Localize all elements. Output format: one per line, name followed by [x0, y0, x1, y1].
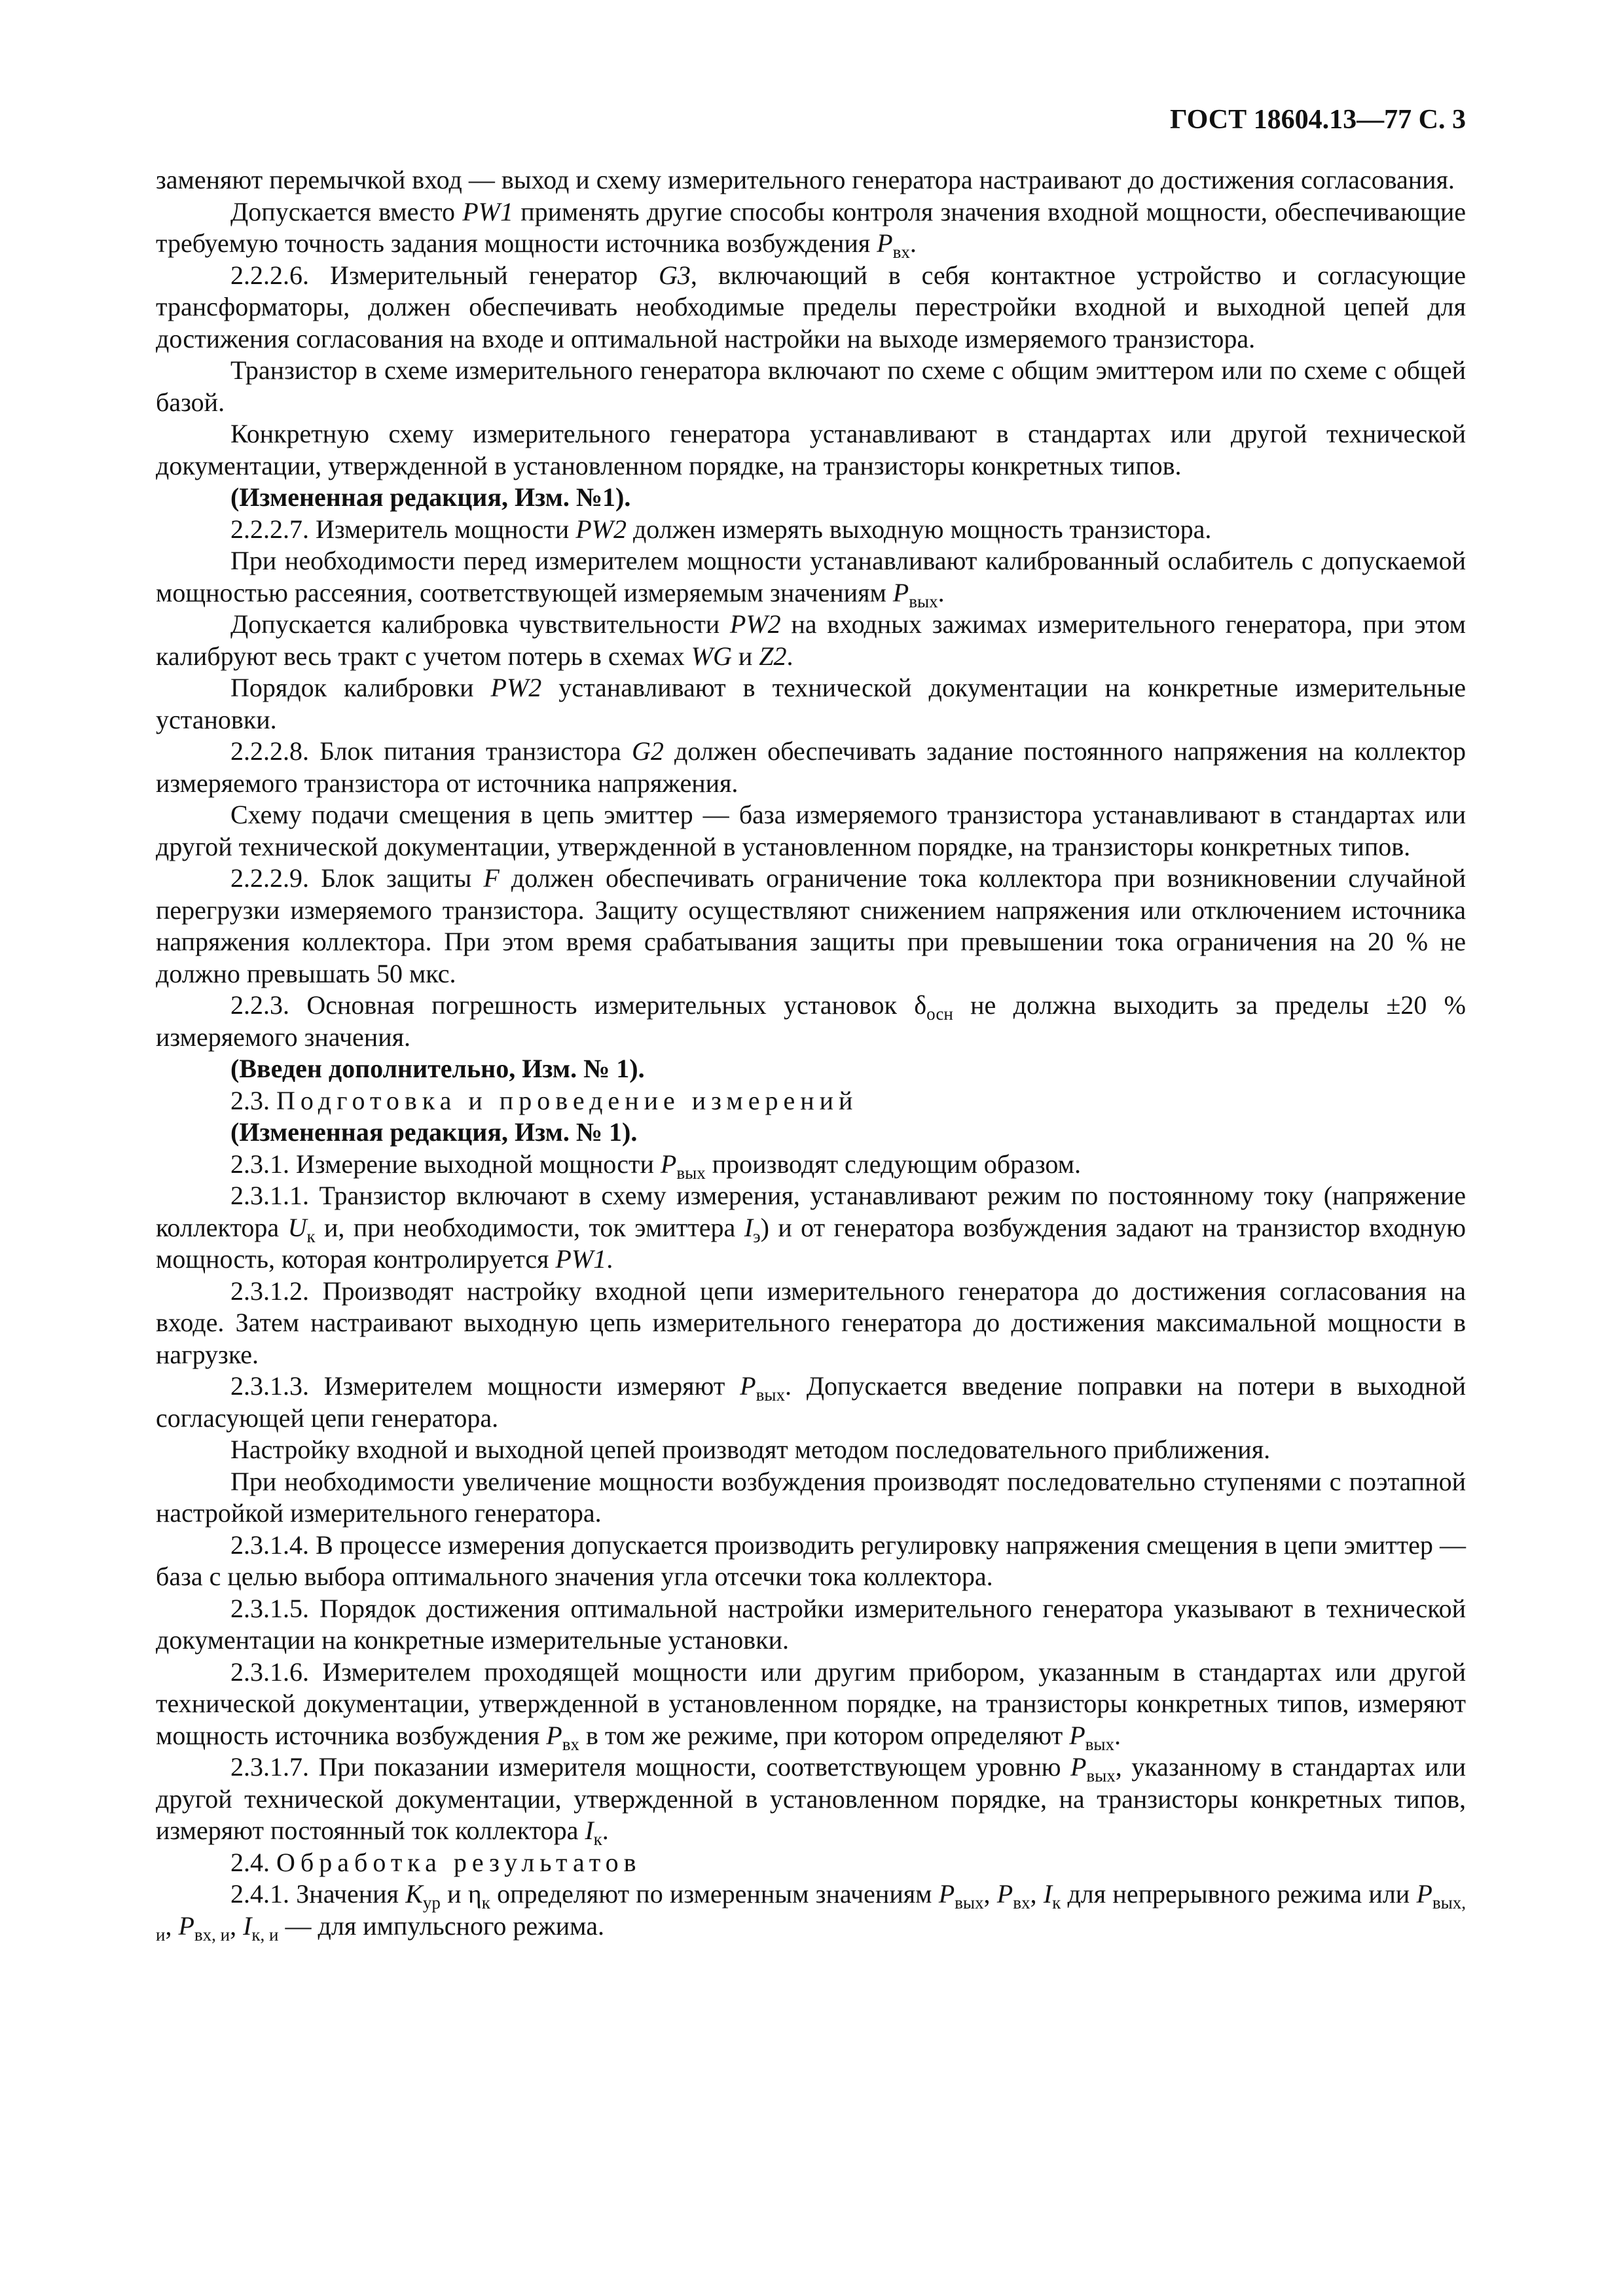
paragraph: Допускается калибровка чувствительности PW2 на входных зажимах измерительного генератора, при этом калибруют весь тракт с учетом потерь в схемах WG и Z2. — [156, 609, 1466, 671]
paragraph: Порядок калибровки PW2 устанавливают в технической документации на конкретные измерительные установки. — [156, 673, 1466, 734]
paragraph: заменяют перемычкой вход — выход и схему измерительного генератора настраивают до достижения согласования. — [156, 165, 1455, 194]
paragraph: 2.2.2.6. Измерительный генератор G3, включающий в себя контактное устройство и согласующие трансформаторы, должен обеспечивать необходимые пределы перестройки входной и выходной цепей для достижения согласования на входе и оптимальной настройки на выходе измеряемого транзистора. — [156, 260, 1466, 353]
paragraph: При необходимости увеличение мощности возбуждения производят последовательно ступенями с поэтапной настройкой измерительного генератора. — [156, 1466, 1466, 1528]
paragraph: Настройку входной и выходной цепей производят методом последовательного приближения. — [230, 1435, 1271, 1464]
paragraph: Транзистор в схеме измерительного генератора включают по схеме с общим эмиттером или по схеме с общей базой. — [156, 355, 1466, 417]
paragraph: 2.3.1.7. При показании измерителя мощности, соответствующем уровню $P_{вых}$, указанному в стандартах или другой технической документации, утвержденной в установленном порядке, на транзисторы конкретных типов, измеряют постоянный ток коллектора $I_к$. — [156, 1752, 1466, 1849]
paragraph: Схему подачи смещения в цепь эмиттер — база измеряемого транзистора устанавливают в стандартах или другой технической документации, утвержденной в установленном порядке, на транзисторы конкретных типов. — [156, 800, 1466, 861]
paragraph: Конкретную схему измерительного генератора устанавливают в стандартах или другой технической документации, утвержденной в установленном порядке, на транзисторы конкретных типов. — [156, 419, 1466, 480]
amendment-note: (Введен дополнительно, Изм. № 1). — [230, 1054, 645, 1083]
paragraph: 2.2.2.7. Измеритель мощности PW2 должен измерять выходную мощность транзистора. — [230, 514, 1212, 544]
amendment-note: (Измененная редакция, Изм. №1). — [230, 482, 631, 512]
section-heading: 2.4. Обработка результатов — [230, 1847, 642, 1877]
section-heading: 2.3. Подготовка и проведение измерений — [230, 1085, 858, 1115]
paragraph: 2.3.1.3. Измерителем мощности измеряют $P_{вых}$. Допускается введение поправки на потери в выходной согласующей цепи генератора. — [156, 1371, 1466, 1433]
paragraph: Допускается вместо PW1 применять другие способы контроля значения входной мощности, обеспечивающие требуемую точность задания мощности источника возбуждения $P_{вх}$. — [156, 196, 1466, 262]
paragraph: 2.3.1. Измерение выходной мощности $P_{вых}$ производят следующим образом. — [230, 1149, 1081, 1183]
page-header: ГОСТ 18604.13—77 С. 3 — [1169, 105, 1466, 135]
paragraph: 2.3.1.5. Порядок достижения оптимальной настройки измерительного генератора указывают в технической документации на конкретные измерительные установки. — [156, 1593, 1466, 1655]
amendment-note: (Измененная редакция, Изм. № 1). — [230, 1117, 638, 1147]
paragraph: 2.3.1.2. Производят настройку входной цепи измерительного генератора до достижения согласования на входе. Затем настраивают выходную цепь измерительного генератора до достижения максимальной мощности в нагрузке. — [156, 1276, 1466, 1369]
paragraph: 2.2.2.8. Блок питания транзистора G2 должен обеспечивать задание постоянного напряжения на коллектор измеряемого транзистора от источника напряжения. — [156, 736, 1466, 798]
paragraph: При необходимости перед измерителем мощности устанавливают калиброванный ослабитель с допускаемой мощностью рассеяния, соответствующей измеряемым значениям $P_{вых}$. — [156, 546, 1466, 611]
paragraph: 2.3.1.6. Измерителем проходящей мощности или другим прибором, указанным в стандартах или другой технической документации, утвержденной в установленном порядке, на транзисторы конкретных типов, измеряют мощность источника возбуждения $P_{вх}$ в том же режиме, при котором определяют $P_{вых}$. — [156, 1657, 1466, 1754]
paragraph: 2.2.3. Основная погрешность измерительных установок $\delta_{осн}$ не должна выходить за пределы ±20 % измеряемого значения. — [156, 990, 1466, 1052]
paragraph: 2.4.1. Значения $K_{ур}$ и $\eta_к$ определяют по измеренным значениям $P_{вых}$, $P_{вх}$, $I_к$ для непрерывного режима или $P_{вых, и}$, $P_{вх, и}$, $I_{к, и}$ — для импульсного режима. — [156, 1879, 1467, 1945]
paragraph: 2.3.1.1. Транзистор включают в схему измерения, устанавливают режим по постоянному току (напряжение коллектора $U_к$ и, при необходимости, ток эмиттера $I_э$) и от генератора возбуждения задают на транзистор входную мощность, которая контролируется PW1. — [156, 1181, 1466, 1274]
paragraph: 2.2.2.9. Блок защиты F должен обеспечивать ограничение тока коллектора при возникновении случайной перегрузки измеряемого транзистора. Защиту осуществляют снижением напряжения или отключением источника напряжения коллектора. При этом время срабатывания защиты при превышении тока ограничения на 20 % не должно превышать 50 мкс. — [156, 863, 1466, 988]
paragraph: 2.3.1.4. В процессе измерения допускается производить регулировку напряжения смещения в цепи эмиттер — база с целью выбора оптимального значения угла отсечки тока коллектора. — [156, 1530, 1466, 1591]
